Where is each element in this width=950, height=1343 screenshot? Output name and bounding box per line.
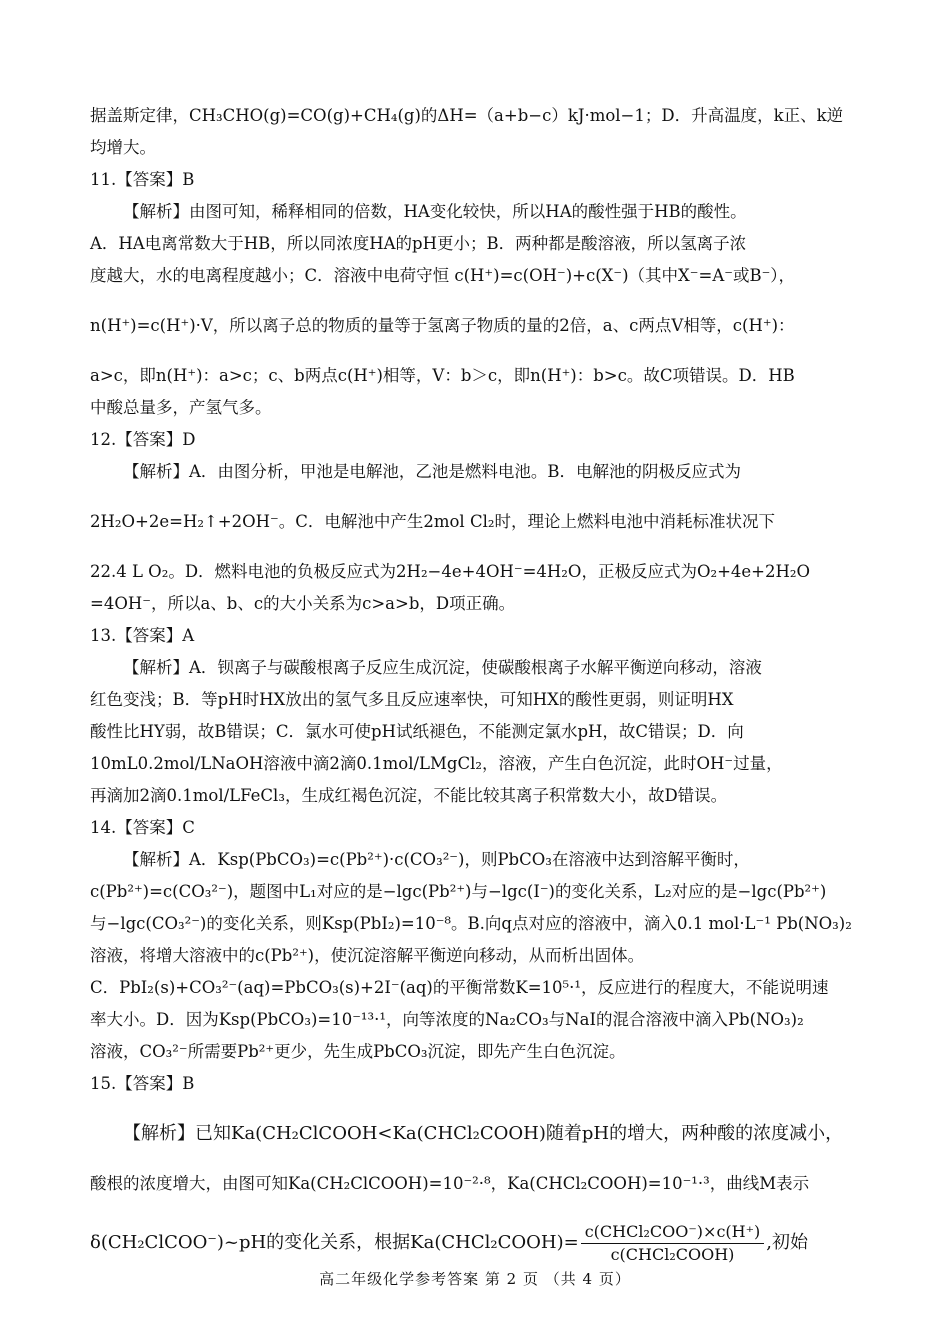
text-line: 22.4 L O₂。D．燃料电池的负极反应式为2H₂−4e+4OH⁻=4H₂O，正极反应式为O₂+4e+2H₂O bbox=[90, 562, 811, 581]
fraction-numerator: c(CHCl₂COO⁻)×c(H⁺) bbox=[581, 1221, 765, 1244]
formula-text: δ(CH₂ClCOO⁻)~pH的变化关系，根据Ka(CHCl₂COOH)= bbox=[90, 1232, 579, 1253]
question-14-answer: 14.【答案】C bbox=[90, 818, 195, 837]
text-line: 红色变浅；B．等pH时HX放出的氢气多且反应速率快，可知HX的酸性更弱，则证明HX bbox=[90, 690, 734, 709]
text-line: 溶液，将增大溶液中的c(Pb²⁺)，使沉淀溶解平衡逆向移动，从而析出固体。 bbox=[90, 946, 645, 965]
question-12-explanation: 【解析】A．由图分析，甲池是电解池，乙池是燃料电池。B．电解池的阴极反应式为 bbox=[123, 462, 742, 481]
text-line: =4OH⁻，所以a、b、c的大小关系为c>a>b，D项正确。 bbox=[90, 594, 516, 613]
formula-tail: ,初始 bbox=[766, 1232, 809, 1253]
fraction-denominator: c(CHCl₂COOH) bbox=[610, 1244, 735, 1264]
question-15-answer: 15.【答案】B bbox=[90, 1074, 195, 1093]
question-14-explanation: 【解析】A．Ksp(PbCO₃)=c(Pb²⁺)·c(CO₃²⁻)，则PbCO₃在溶液中达到溶解平衡时， bbox=[123, 850, 750, 869]
text-line: a>c，即n(H⁺)：a>c；c、b两点c(H⁺)相等，V：b＞c，即n(H⁺)：b>c。故C项错误。D．HB bbox=[90, 366, 795, 385]
text-line: c(Pb²⁺)=c(CO₃²⁻)，题图中L₁对应的是−lgc(Pb²⁺)与−lgc(I⁻)的变化关系，L₂对应的是−lgc(Pb²⁺) bbox=[90, 882, 827, 901]
page-footer: 高二年级化学参考答案 第 2 页 （共 4 页） bbox=[319, 1270, 631, 1288]
answer-page bbox=[90, 100, 860, 1268]
question-13-explanation: 【解析】A．钡离子与碳酸根离子反应生成沉淀，使碳酸根离子水解平衡逆向移动，溶液 bbox=[123, 658, 762, 677]
text-line: n(H⁺)=c(H⁺)·V，所以离子总的物质的量等于氢离子物质的量的2倍，a、c两点V相等，c(H⁺)： bbox=[90, 316, 795, 335]
text-line: 据盖斯定律，CH₃CHO(g)=CO(g)+CH₄(g)的ΔH=（a+b−c）kJ·mol−1；D．升高温度，k正、k逆 bbox=[90, 106, 844, 125]
text-line: 2H₂O+2e=H₂↑+2OH⁻。C．电解池中产生2mol Cl₂时，理论上燃料电池中消耗标准状况下 bbox=[90, 512, 775, 531]
text-line: 溶液，CO₃²⁻所需要Pb²⁺更少，先生成PbCO₃沉淀，即先产生白色沉淀。 bbox=[90, 1042, 626, 1061]
question-15-explanation: 【解析】已知Ka(CH₂ClCOOH<Ka(CHCl₂COOH)随着pH的增大，两种酸的浓度减小， bbox=[123, 1123, 844, 1144]
text-line: 度越大，水的电离程度越小；C．溶液中电荷守恒 c(H⁺)=c(OH⁻)+c(X⁻)（其中X⁻=A⁻或B⁻）， bbox=[90, 266, 796, 285]
text-line: 均增大。 bbox=[90, 138, 156, 157]
ka-fraction bbox=[581, 1221, 765, 1266]
text-line: 与−lgc(CO₃²⁻)的变化关系，则Ksp(PbI₂)=10⁻⁸。B.向q点对应的溶液中，滴入0.1 mol·L⁻¹ Pb(NO₃)₂ bbox=[90, 914, 852, 933]
text-line: A．HA电离常数大于HB，所以同浓度HA的pH更小；B．两种都是酸溶液，所以氢离子浓 bbox=[90, 234, 747, 253]
text-line: 酸性比HY弱，故B错误；C．氯水可使pH试纸褪色，不能测定氯水pH，故C错误；D．向 bbox=[90, 722, 744, 741]
text-line: 中酸总量多，产氢气多。 bbox=[90, 398, 272, 417]
question-11-answer: 11.【答案】B bbox=[90, 170, 195, 189]
formula-line bbox=[90, 1218, 860, 1268]
text-line: 酸根的浓度增大，由图可知Ka(CH₂ClCOOH)=10⁻²·⁸，Ka(CHCl₂COOH)=10⁻¹·³，曲线M表示 bbox=[90, 1174, 810, 1193]
question-13-answer: 13.【答案】A bbox=[90, 626, 195, 645]
text-line: 率大小。D．因为Ksp(PbCO₃)=10⁻¹³·¹，向等浓度的Na₂CO₃与NaI的混合溶液中滴入Pb(NO₃)₂ bbox=[90, 1010, 804, 1029]
question-11-explanation: 【解析】由图可知，稀释相同的倍数，HA变化较快，所以HA的酸性强于HB的酸性。 bbox=[123, 202, 747, 221]
text-line: 10mL0.2mol/LNaOH溶液中滴2滴0.1mol/LMgCl₂，溶液，产生白色沉淀，此时OH⁻过量， bbox=[90, 754, 783, 773]
text-line: C．PbI₂(s)+CO₃²⁻(aq)=PbCO₃(s)+2I⁻(aq)的平衡常数K=10⁵·¹，反应进行的程度大，不能说明速 bbox=[90, 978, 829, 997]
question-12-answer: 12.【答案】D bbox=[90, 430, 196, 449]
text-line: 再滴加2滴0.1mol/LFeCl₃，生成红褐色沉淀，不能比较其离子积常数大小，故D错误。 bbox=[90, 786, 728, 805]
